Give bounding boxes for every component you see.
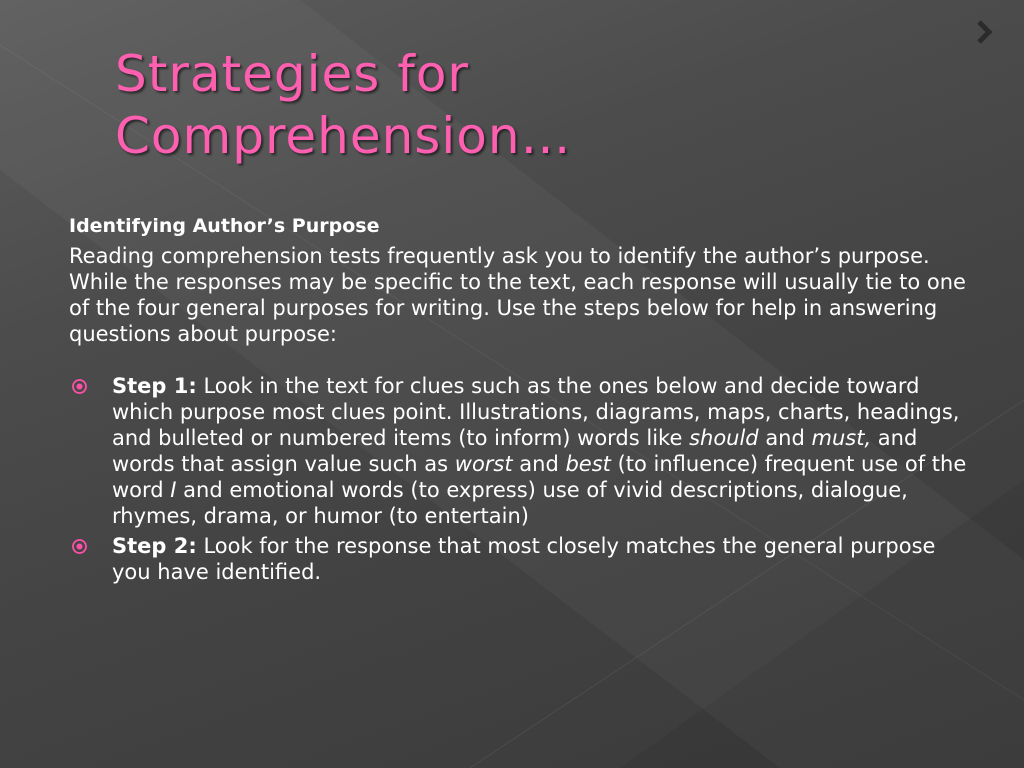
circle-dot-bullet-icon (71, 378, 88, 395)
emphasis-must: must, (811, 426, 872, 450)
step-1-text: and words that assign value such as (112, 426, 918, 476)
emphasis-i: I (170, 478, 177, 502)
emphasis-should: should (689, 426, 759, 450)
list-item-step-2 (69, 533, 974, 585)
step-1-text: and emotional words (to express) use of vivid descriptions, dialogue, rhymes, drama, or humor (to entertain) (112, 478, 908, 528)
step-2-label: Step 2: (112, 534, 197, 558)
steps-list (69, 373, 974, 585)
step-1-label: Step 1: (112, 374, 197, 398)
emphasis-best: best (565, 452, 611, 476)
section-heading: Identifying Author’s Purpose (69, 215, 380, 237)
step-2-text: Look for the response that most closely matches the general purpose you have identified. (112, 534, 936, 584)
step-1-text: and (512, 452, 566, 476)
chevron-right-icon (974, 19, 996, 45)
list-item-step-1 (69, 373, 974, 529)
step-1-text: Look in the text for clues such as the ones below and decide toward which purpose most clues point. Illustrations, diagrams, maps, charts, headings, and bulleted or numbered items (to inform) words like (112, 374, 960, 450)
emphasis-worst: worst (454, 452, 513, 476)
intro-paragraph: Reading comprehension tests frequently ask you to identify the author’s purpose. While the responses may be specific to the text, each response will usually tie to one of the four general purposes for writing. Use the steps below for help in answering questions about purpose: (69, 244, 966, 346)
step-1-text: (to influence) frequent use of the word (112, 452, 967, 502)
slide-title (115, 44, 995, 167)
step-1-text: and (758, 426, 812, 450)
slide-title-line-1: Strategies for (115, 45, 469, 103)
circle-dot-bullet-icon (71, 538, 88, 555)
slide-title-line-2: Comprehension… (115, 106, 572, 165)
slide-body (69, 213, 974, 589)
